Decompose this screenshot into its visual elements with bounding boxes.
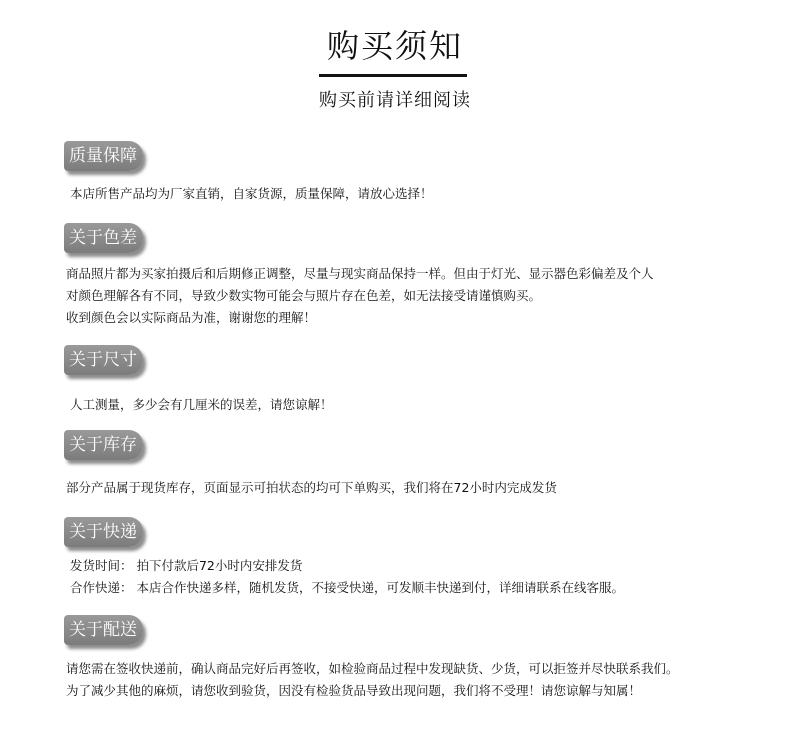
- section-body-size: [66, 394, 770, 416]
- section-tag-stock: 关于库存: [64, 430, 143, 460]
- text-line: 请您需在签收快递前，确认商品完好后再签收，如检验商品过程中发现缺货、少货，可以拒签并尽快联系我们。: [66, 661, 679, 676]
- section-body-stock: [66, 477, 766, 499]
- title-underline: [319, 74, 467, 77]
- page-subtitle: 购买前请详细阅读: [319, 90, 471, 111]
- section-tag-color: 关于色差: [64, 223, 143, 253]
- page-title: 购买须知: [326, 27, 463, 65]
- text-line: 人工测量，多少会有几厘米的误差，请您谅解！: [70, 397, 333, 412]
- text-line: 收到颜色会以实际商品为准，谢谢您的理解！: [66, 310, 317, 325]
- text-line: 为了减少其他的麻烦，请您收到验货，因没有检验货品导致出现问题，我们将不受理！请您谅解与知属！: [66, 683, 642, 698]
- text-line: 对颜色理解各有不同，导致少数实物可能会与照片存在色差，如无法接受请谨慎购买。: [66, 288, 542, 303]
- text-line: 发货时间： 拍下付款后72小时内安排发货: [70, 558, 303, 573]
- section-tag-size: 关于尺寸: [64, 345, 143, 375]
- text-line: 部分产品属于现货库存，页面显示可拍状态的均可下单购买，我们将在72小时内完成发货: [66, 480, 557, 495]
- section-tag-quality: 质量保障: [64, 141, 143, 171]
- section-body-delivery: [66, 658, 766, 702]
- text-line: 合作快递： 本店合作快递多样，随机发货，不接受快递，可发顺丰快递到付，详细请联系在线客服。: [70, 580, 624, 595]
- section-tag-shipping: 关于快递: [64, 517, 143, 547]
- section-tag-delivery: 关于配送: [64, 615, 143, 645]
- section-body-quality: [66, 183, 770, 205]
- section-body-shipping: [66, 555, 770, 599]
- text-line: 商品照片都为买家拍摄后和后期修正调整，尽量与现实商品保持一样。但由于灯光、显示器色彩偏差及个人: [66, 266, 654, 281]
- section-body-color: [66, 263, 766, 329]
- text-line: 本店所售产品均为厂家直销，自家货源，质量保障，请放心选择！: [70, 186, 433, 201]
